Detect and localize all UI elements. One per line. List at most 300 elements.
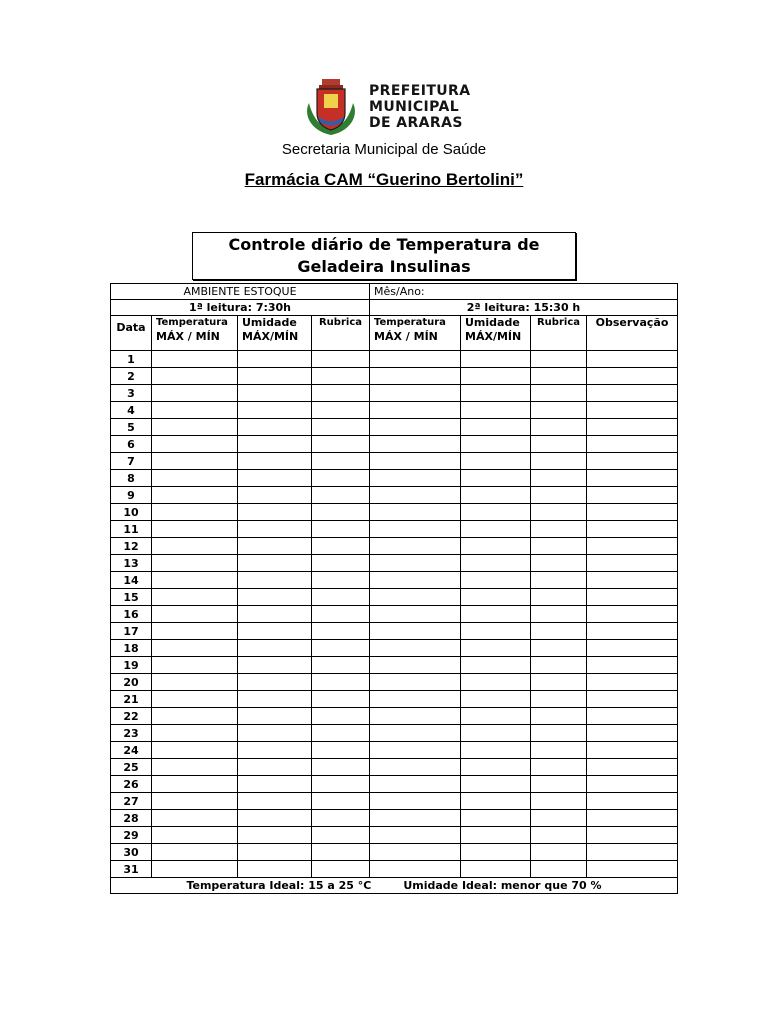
col-temperature-2: Temperatura MÁX / MÍN (370, 316, 461, 351)
ideal-humidity: Umidade Ideal: menor que 70 % (403, 879, 602, 892)
signature-1-cell[interactable] (312, 351, 370, 368)
humidity-1-cell[interactable] (238, 810, 312, 827)
signature-2-cell[interactable] (531, 640, 587, 657)
table-row (111, 691, 678, 708)
temperature-2-cell[interactable] (370, 793, 461, 810)
temperature-1-cell[interactable] (152, 708, 238, 725)
day-number: 7 (111, 453, 152, 470)
temperature-1-cell[interactable] (152, 793, 238, 810)
humidity-2-cell[interactable] (461, 844, 531, 861)
notes-cell[interactable] (587, 470, 678, 487)
day-number: 28 (111, 810, 152, 827)
table-row (111, 827, 678, 844)
temperature-2-cell[interactable] (370, 776, 461, 793)
temperature-2-cell[interactable] (370, 351, 461, 368)
temperature-2-cell[interactable] (370, 521, 461, 538)
signature-2-cell[interactable] (531, 810, 587, 827)
signature-2-cell[interactable] (531, 844, 587, 861)
footer-row (111, 878, 678, 894)
humidity-2-cell[interactable] (461, 793, 531, 810)
table-row (111, 725, 678, 742)
temperature-2-cell[interactable] (370, 538, 461, 555)
temperature-2-cell[interactable] (370, 759, 461, 776)
signature-2-cell[interactable] (531, 827, 587, 844)
signature-1-cell[interactable] (312, 759, 370, 776)
temperature-2-cell[interactable] (370, 436, 461, 453)
table-row (111, 776, 678, 793)
temperature-1-cell[interactable] (152, 691, 238, 708)
temperature-1-cell[interactable] (152, 436, 238, 453)
day-number: 18 (111, 640, 152, 657)
signature-2-cell[interactable] (531, 487, 587, 504)
humidity-2-cell[interactable] (461, 555, 531, 572)
signature-2-cell[interactable] (531, 691, 587, 708)
day-number: 1 (111, 351, 152, 368)
humidity-2-cell[interactable] (461, 691, 531, 708)
day-number: 30 (111, 844, 152, 861)
day-number: 3 (111, 385, 152, 402)
signature-1-cell[interactable] (312, 572, 370, 589)
humidity-1-cell[interactable] (238, 844, 312, 861)
signature-2-cell[interactable] (531, 436, 587, 453)
temperature-2-cell[interactable] (370, 419, 461, 436)
signature-2-cell[interactable] (531, 674, 587, 691)
signature-1-cell[interactable] (312, 691, 370, 708)
notes-cell[interactable] (587, 742, 678, 759)
day-number: 13 (111, 555, 152, 572)
signature-1-cell[interactable] (312, 368, 370, 385)
table-row (111, 470, 678, 487)
humidity-1-cell[interactable] (238, 674, 312, 691)
temperature-2-cell[interactable] (370, 691, 461, 708)
notes-cell[interactable] (587, 453, 678, 470)
humidity-2-cell[interactable] (461, 402, 531, 419)
table-row (111, 861, 678, 878)
table-row (111, 385, 678, 402)
temperature-1-cell[interactable] (152, 623, 238, 640)
temperature-2-cell[interactable] (370, 623, 461, 640)
humidity-2-cell[interactable] (461, 487, 531, 504)
form-title-line-1: Controle diário de Temperatura de (228, 235, 540, 254)
humidity-1-cell[interactable] (238, 351, 312, 368)
notes-cell[interactable] (587, 351, 678, 368)
day-number: 6 (111, 436, 152, 453)
humidity-1-cell[interactable] (238, 861, 312, 878)
day-number: 20 (111, 674, 152, 691)
temperature-1-cell[interactable] (152, 368, 238, 385)
table-row (111, 368, 678, 385)
signature-1-cell[interactable] (312, 521, 370, 538)
temperature-2-cell[interactable] (370, 725, 461, 742)
notes-cell[interactable] (587, 504, 678, 521)
col-notes: Observação (587, 316, 678, 351)
table-row (111, 521, 678, 538)
signature-1-cell[interactable] (312, 725, 370, 742)
temperature-1-cell[interactable] (152, 759, 238, 776)
humidity-2-cell[interactable] (461, 538, 531, 555)
col-temperature-1: Temperatura MÁX / MÍN (152, 316, 238, 351)
humidity-2-cell[interactable] (461, 521, 531, 538)
signature-1-cell[interactable] (312, 827, 370, 844)
table-top-row (111, 284, 678, 300)
signature-2-cell[interactable] (531, 725, 587, 742)
signature-1-cell[interactable] (312, 419, 370, 436)
department-name: Secretaria Municipal de Saúde (281, 141, 487, 158)
humidity-2-cell[interactable] (461, 810, 531, 827)
temperature-2-cell[interactable] (370, 844, 461, 861)
humidity-2-cell[interactable] (461, 504, 531, 521)
humidity-2-cell[interactable] (461, 351, 531, 368)
humidity-1-cell[interactable] (238, 402, 312, 419)
signature-2-cell[interactable] (531, 504, 587, 521)
signature-1-cell[interactable] (312, 708, 370, 725)
table-row (111, 555, 678, 572)
notes-cell[interactable] (587, 674, 678, 691)
col-signature-1: Rubrica (312, 316, 370, 351)
signature-1-cell[interactable] (312, 844, 370, 861)
humidity-2-cell[interactable] (461, 776, 531, 793)
humidity-1-cell[interactable] (238, 555, 312, 572)
signature-1-cell[interactable] (312, 453, 370, 470)
temperature-2-cell[interactable] (370, 742, 461, 759)
table-row (111, 708, 678, 725)
table-row (111, 793, 678, 810)
notes-cell[interactable] (587, 538, 678, 555)
table-row (111, 759, 678, 776)
notes-cell[interactable] (587, 555, 678, 572)
humidity-2-cell[interactable] (461, 606, 531, 623)
temperature-1-cell[interactable] (152, 470, 238, 487)
table-row (111, 487, 678, 504)
signature-2-cell[interactable] (531, 470, 587, 487)
humidity-1-cell[interactable] (238, 725, 312, 742)
day-number: 31 (111, 861, 152, 878)
table-row (111, 589, 678, 606)
humidity-1-cell[interactable] (238, 470, 312, 487)
signature-2-cell[interactable] (531, 606, 587, 623)
temperature-1-cell[interactable] (152, 538, 238, 555)
signature-1-cell[interactable] (312, 657, 370, 674)
signature-2-cell[interactable] (531, 759, 587, 776)
col-date: Data (111, 316, 152, 351)
temperature-1-cell[interactable] (152, 776, 238, 793)
day-number: 24 (111, 742, 152, 759)
day-number: 16 (111, 606, 152, 623)
day-number: 26 (111, 776, 152, 793)
humidity-2-cell[interactable] (461, 589, 531, 606)
humidity-2-cell[interactable] (461, 742, 531, 759)
signature-2-cell[interactable] (531, 368, 587, 385)
humidity-1-cell[interactable] (238, 368, 312, 385)
notes-cell[interactable] (587, 487, 678, 504)
table-row (111, 623, 678, 640)
temperature-1-cell[interactable] (152, 589, 238, 606)
day-number: 19 (111, 657, 152, 674)
temperature-1-cell[interactable] (152, 504, 238, 521)
temperature-2-cell[interactable] (370, 487, 461, 504)
humidity-2-cell[interactable] (461, 640, 531, 657)
day-number: 5 (111, 419, 152, 436)
temperature-1-cell[interactable] (152, 725, 238, 742)
temperature-1-cell[interactable] (152, 657, 238, 674)
humidity-1-cell[interactable] (238, 487, 312, 504)
humidity-1-cell[interactable] (238, 385, 312, 402)
table-row (111, 351, 678, 368)
table-row (111, 657, 678, 674)
day-number: 15 (111, 589, 152, 606)
notes-cell[interactable] (587, 385, 678, 402)
signature-2-cell[interactable] (531, 657, 587, 674)
humidity-2-cell[interactable] (461, 436, 531, 453)
temperature-1-cell[interactable] (152, 844, 238, 861)
day-number: 11 (111, 521, 152, 538)
notes-cell[interactable] (587, 589, 678, 606)
notes-cell[interactable] (587, 708, 678, 725)
temperature-1-cell[interactable] (152, 351, 238, 368)
humidity-1-cell[interactable] (238, 793, 312, 810)
signature-1-cell[interactable] (312, 793, 370, 810)
table-row (111, 606, 678, 623)
signature-1-cell[interactable] (312, 402, 370, 419)
municipal-logo (305, 79, 471, 136)
day-number: 22 (111, 708, 152, 725)
humidity-2-cell[interactable] (461, 453, 531, 470)
notes-cell[interactable] (587, 810, 678, 827)
notes-cell[interactable] (587, 606, 678, 623)
coat-of-arms-icon (305, 79, 357, 136)
first-reading-cell: 1ª leitura: 7:30h (111, 300, 370, 316)
table-row (111, 538, 678, 555)
humidity-1-cell[interactable] (238, 504, 312, 521)
day-number: 23 (111, 725, 152, 742)
notes-cell[interactable] (587, 861, 678, 878)
temperature-2-cell[interactable] (370, 606, 461, 623)
notes-cell[interactable] (587, 759, 678, 776)
notes-cell[interactable] (587, 368, 678, 385)
humidity-1-cell[interactable] (238, 436, 312, 453)
humidity-1-cell[interactable] (238, 589, 312, 606)
humidity-2-cell[interactable] (461, 759, 531, 776)
temperature-2-cell[interactable] (370, 674, 461, 691)
table-row (111, 844, 678, 861)
table-row (111, 419, 678, 436)
humidity-2-cell[interactable] (461, 657, 531, 674)
temperature-1-cell[interactable] (152, 453, 238, 470)
signature-2-cell[interactable] (531, 419, 587, 436)
ideal-temperature: Temperatura Ideal: 15 a 25 °C (186, 879, 372, 892)
temperature-2-cell[interactable] (370, 708, 461, 725)
signature-2-cell[interactable] (531, 555, 587, 572)
signature-2-cell[interactable] (531, 572, 587, 589)
signature-2-cell[interactable] (531, 385, 587, 402)
notes-cell[interactable] (587, 640, 678, 657)
temperature-1-cell[interactable] (152, 742, 238, 759)
signature-1-cell[interactable] (312, 538, 370, 555)
signature-1-cell[interactable] (312, 810, 370, 827)
day-number: 27 (111, 793, 152, 810)
humidity-1-cell[interactable] (238, 776, 312, 793)
humidity-1-cell[interactable] (238, 657, 312, 674)
table-row (111, 504, 678, 521)
signature-2-cell[interactable] (531, 521, 587, 538)
signature-2-cell[interactable] (531, 453, 587, 470)
temperature-2-cell[interactable] (370, 810, 461, 827)
day-number: 25 (111, 759, 152, 776)
signature-1-cell[interactable] (312, 385, 370, 402)
temperature-1-cell[interactable] (152, 487, 238, 504)
col-humidity-2: Umidade MÁX/MÍN (461, 316, 531, 351)
day-number: 9 (111, 487, 152, 504)
temperature-2-cell[interactable] (370, 504, 461, 521)
humidity-1-cell[interactable] (238, 623, 312, 640)
temperature-2-cell[interactable] (370, 589, 461, 606)
temperature-2-cell[interactable] (370, 657, 461, 674)
notes-cell[interactable] (587, 776, 678, 793)
humidity-1-cell[interactable] (238, 572, 312, 589)
temperature-1-cell[interactable] (152, 402, 238, 419)
table-row (111, 402, 678, 419)
humidity-2-cell[interactable] (461, 419, 531, 436)
day-rows (111, 351, 678, 878)
notes-cell[interactable] (587, 827, 678, 844)
temperature-1-cell[interactable] (152, 861, 238, 878)
table-row (111, 810, 678, 827)
humidity-1-cell[interactable] (238, 640, 312, 657)
temperature-log-table (110, 283, 678, 894)
temperature-1-cell[interactable] (152, 827, 238, 844)
temperature-2-cell[interactable] (370, 555, 461, 572)
humidity-2-cell[interactable] (461, 368, 531, 385)
signature-1-cell[interactable] (312, 504, 370, 521)
signature-2-cell[interactable] (531, 351, 587, 368)
signature-1-cell[interactable] (312, 640, 370, 657)
humidity-2-cell[interactable] (461, 674, 531, 691)
day-number: 14 (111, 572, 152, 589)
notes-cell[interactable] (587, 691, 678, 708)
temperature-1-cell[interactable] (152, 385, 238, 402)
notes-cell[interactable] (587, 572, 678, 589)
temperature-2-cell[interactable] (370, 453, 461, 470)
day-number: 4 (111, 402, 152, 419)
table-row (111, 572, 678, 589)
temperature-2-cell[interactable] (370, 861, 461, 878)
signature-1-cell[interactable] (312, 589, 370, 606)
temperature-2-cell[interactable] (370, 385, 461, 402)
temperature-1-cell[interactable] (152, 419, 238, 436)
humidity-1-cell[interactable] (238, 521, 312, 538)
signature-1-cell[interactable] (312, 623, 370, 640)
temperature-1-cell[interactable] (152, 640, 238, 657)
signature-2-cell[interactable] (531, 776, 587, 793)
notes-cell[interactable] (587, 419, 678, 436)
signature-2-cell[interactable] (531, 708, 587, 725)
notes-cell[interactable] (587, 402, 678, 419)
humidity-1-cell[interactable] (238, 606, 312, 623)
day-number: 21 (111, 691, 152, 708)
notes-cell[interactable] (587, 521, 678, 538)
humidity-1-cell[interactable] (238, 538, 312, 555)
signature-1-cell[interactable] (312, 555, 370, 572)
humidity-2-cell[interactable] (461, 725, 531, 742)
logo-text: PREFEITURA MUNICIPAL DE ARARAS (369, 83, 471, 131)
signature-2-cell[interactable] (531, 402, 587, 419)
signature-1-cell[interactable] (312, 861, 370, 878)
signature-1-cell[interactable] (312, 436, 370, 453)
temperature-1-cell[interactable] (152, 606, 238, 623)
signature-1-cell[interactable] (312, 606, 370, 623)
notes-cell[interactable] (587, 793, 678, 810)
temperature-1-cell[interactable] (152, 521, 238, 538)
table-row (111, 674, 678, 691)
signature-1-cell[interactable] (312, 470, 370, 487)
table-row (111, 742, 678, 759)
humidity-2-cell[interactable] (461, 470, 531, 487)
notes-cell[interactable] (587, 725, 678, 742)
temperature-2-cell[interactable] (370, 827, 461, 844)
table-row (111, 436, 678, 453)
form-title-line-2: Geladeira Insulinas (297, 257, 471, 276)
temperature-1-cell[interactable] (152, 674, 238, 691)
humidity-1-cell[interactable] (238, 827, 312, 844)
humidity-2-cell[interactable] (461, 708, 531, 725)
humidity-1-cell[interactable] (238, 708, 312, 725)
humidity-2-cell[interactable] (461, 861, 531, 878)
signature-1-cell[interactable] (312, 742, 370, 759)
signature-2-cell[interactable] (531, 742, 587, 759)
col-humidity-1: Umidade MÁX/MÍN (238, 316, 312, 351)
pharmacy-name: Farmácia CAM “Guerino Bertolini” (244, 170, 524, 189)
month-year-field[interactable]: Mês/Ano: (370, 284, 678, 300)
signature-2-cell[interactable] (531, 589, 587, 606)
day-number: 2 (111, 368, 152, 385)
reading-times-row (111, 300, 678, 316)
signature-2-cell[interactable] (531, 793, 587, 810)
temperature-2-cell[interactable] (370, 470, 461, 487)
notes-cell[interactable] (587, 657, 678, 674)
temperature-2-cell[interactable] (370, 572, 461, 589)
notes-cell[interactable] (587, 623, 678, 640)
day-number: 29 (111, 827, 152, 844)
notes-cell[interactable] (587, 844, 678, 861)
humidity-2-cell[interactable] (461, 385, 531, 402)
humidity-2-cell[interactable] (461, 623, 531, 640)
signature-1-cell[interactable] (312, 487, 370, 504)
day-number: 17 (111, 623, 152, 640)
humidity-2-cell[interactable] (461, 827, 531, 844)
humidity-1-cell[interactable] (238, 742, 312, 759)
signature-2-cell[interactable] (531, 861, 587, 878)
signature-1-cell[interactable] (312, 674, 370, 691)
col-signature-2: Rubrica (531, 316, 587, 351)
ideal-ranges (111, 878, 678, 894)
humidity-1-cell[interactable] (238, 691, 312, 708)
notes-cell[interactable] (587, 436, 678, 453)
humidity-2-cell[interactable] (461, 572, 531, 589)
humidity-1-cell[interactable] (238, 453, 312, 470)
signature-2-cell[interactable] (531, 623, 587, 640)
temperature-2-cell[interactable] (370, 368, 461, 385)
humidity-1-cell[interactable] (238, 759, 312, 776)
temperature-1-cell[interactable] (152, 572, 238, 589)
humidity-1-cell[interactable] (238, 419, 312, 436)
temperature-1-cell[interactable] (152, 555, 238, 572)
temperature-1-cell[interactable] (152, 810, 238, 827)
temperature-2-cell[interactable] (370, 640, 461, 657)
temperature-2-cell[interactable] (370, 402, 461, 419)
table-row (111, 640, 678, 657)
signature-1-cell[interactable] (312, 776, 370, 793)
signature-2-cell[interactable] (531, 538, 587, 555)
